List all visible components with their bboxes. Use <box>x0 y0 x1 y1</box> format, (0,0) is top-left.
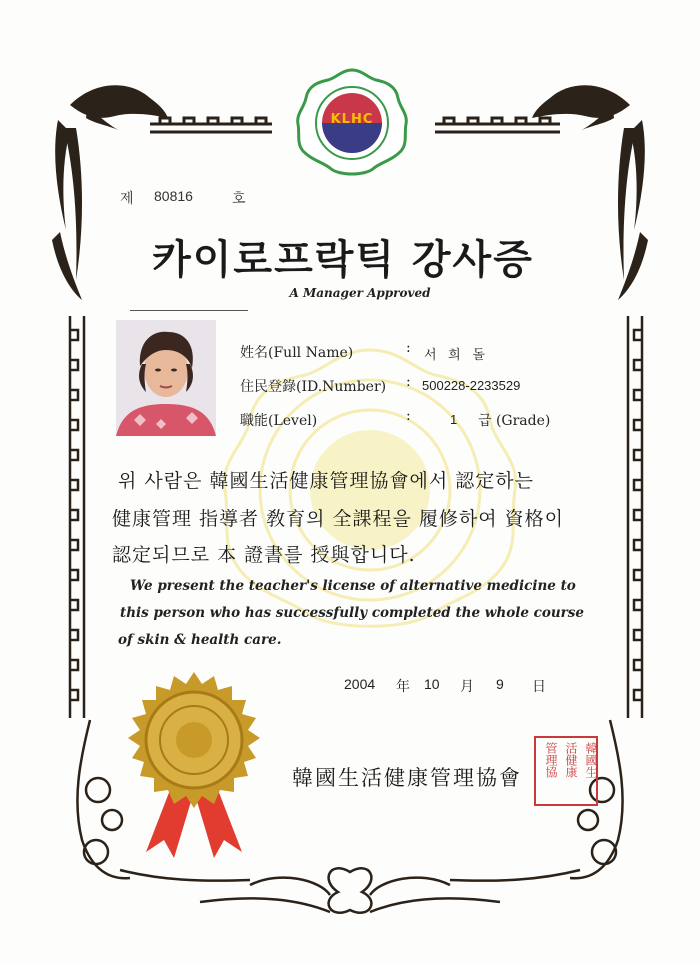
certificate-subtitle: A Manager Approved <box>289 286 431 300</box>
right-key-border <box>628 316 642 718</box>
portrait-image <box>116 320 216 436</box>
level-value: 1 <box>450 412 458 427</box>
left-key-border <box>70 316 84 718</box>
association-emblem <box>292 66 412 182</box>
body-korean-line-3: 認定되므로 本 證書를 授與합니다. <box>112 544 416 566</box>
holder-photo <box>116 320 216 436</box>
date-month: 10 <box>424 676 440 692</box>
id-number-value: 500228-2233529 <box>422 378 521 393</box>
colon: : <box>406 340 411 356</box>
body-english-line-1: We present the teacher's license of alternative medicine to <box>130 578 576 594</box>
number-suffix: 호 <box>232 190 246 206</box>
certificate-number <box>120 188 320 210</box>
date-month-unit: 月 <box>460 678 474 694</box>
colon: : <box>406 408 411 424</box>
date-year: 2004 <box>344 676 376 692</box>
official-stamp <box>534 736 598 806</box>
date-day-unit: 日 <box>532 678 546 694</box>
body-korean-line-1: 위 사람은 韓國生活健康管理協會에서 認定하는 <box>118 470 534 492</box>
date-day: 9 <box>496 676 504 692</box>
body-english-line-2: this person who has successfully completed the whole course <box>120 605 584 621</box>
number-value: 80816 <box>154 188 193 204</box>
emblem-label: KLHC <box>330 112 374 127</box>
lotus-bottom-center <box>200 868 500 912</box>
full-name-value: 서 희 돌 <box>424 347 489 362</box>
stamp-column-2: 活健康 <box>564 742 578 778</box>
date-year-unit: 年 <box>396 678 410 694</box>
number-prefix: 제 <box>120 190 134 206</box>
level-unit: 급 (Grade) <box>478 413 551 429</box>
body-english-line-3: of skin & health care. <box>118 632 282 648</box>
body-korean-line-2: 健康管理 指導者 敎育의 全課程을 履修하여 資格이 <box>112 508 564 530</box>
id-number-label: 住民登錄(ID.Number) <box>240 379 387 395</box>
organization-name: 韓國生活健康管理協會 <box>292 766 522 790</box>
divider <box>130 310 248 311</box>
colon: : <box>406 374 411 390</box>
stamp-column-3: 管理協 <box>544 742 558 778</box>
level-label: 職能(Level) <box>240 413 318 429</box>
stamp-column-1: 韓國生 <box>584 742 598 778</box>
certificate-title: 카이로프락틱 강사증 <box>152 237 534 283</box>
gold-seal-icon <box>114 670 274 860</box>
full-name-label: 姓名(Full Name) <box>240 345 354 361</box>
